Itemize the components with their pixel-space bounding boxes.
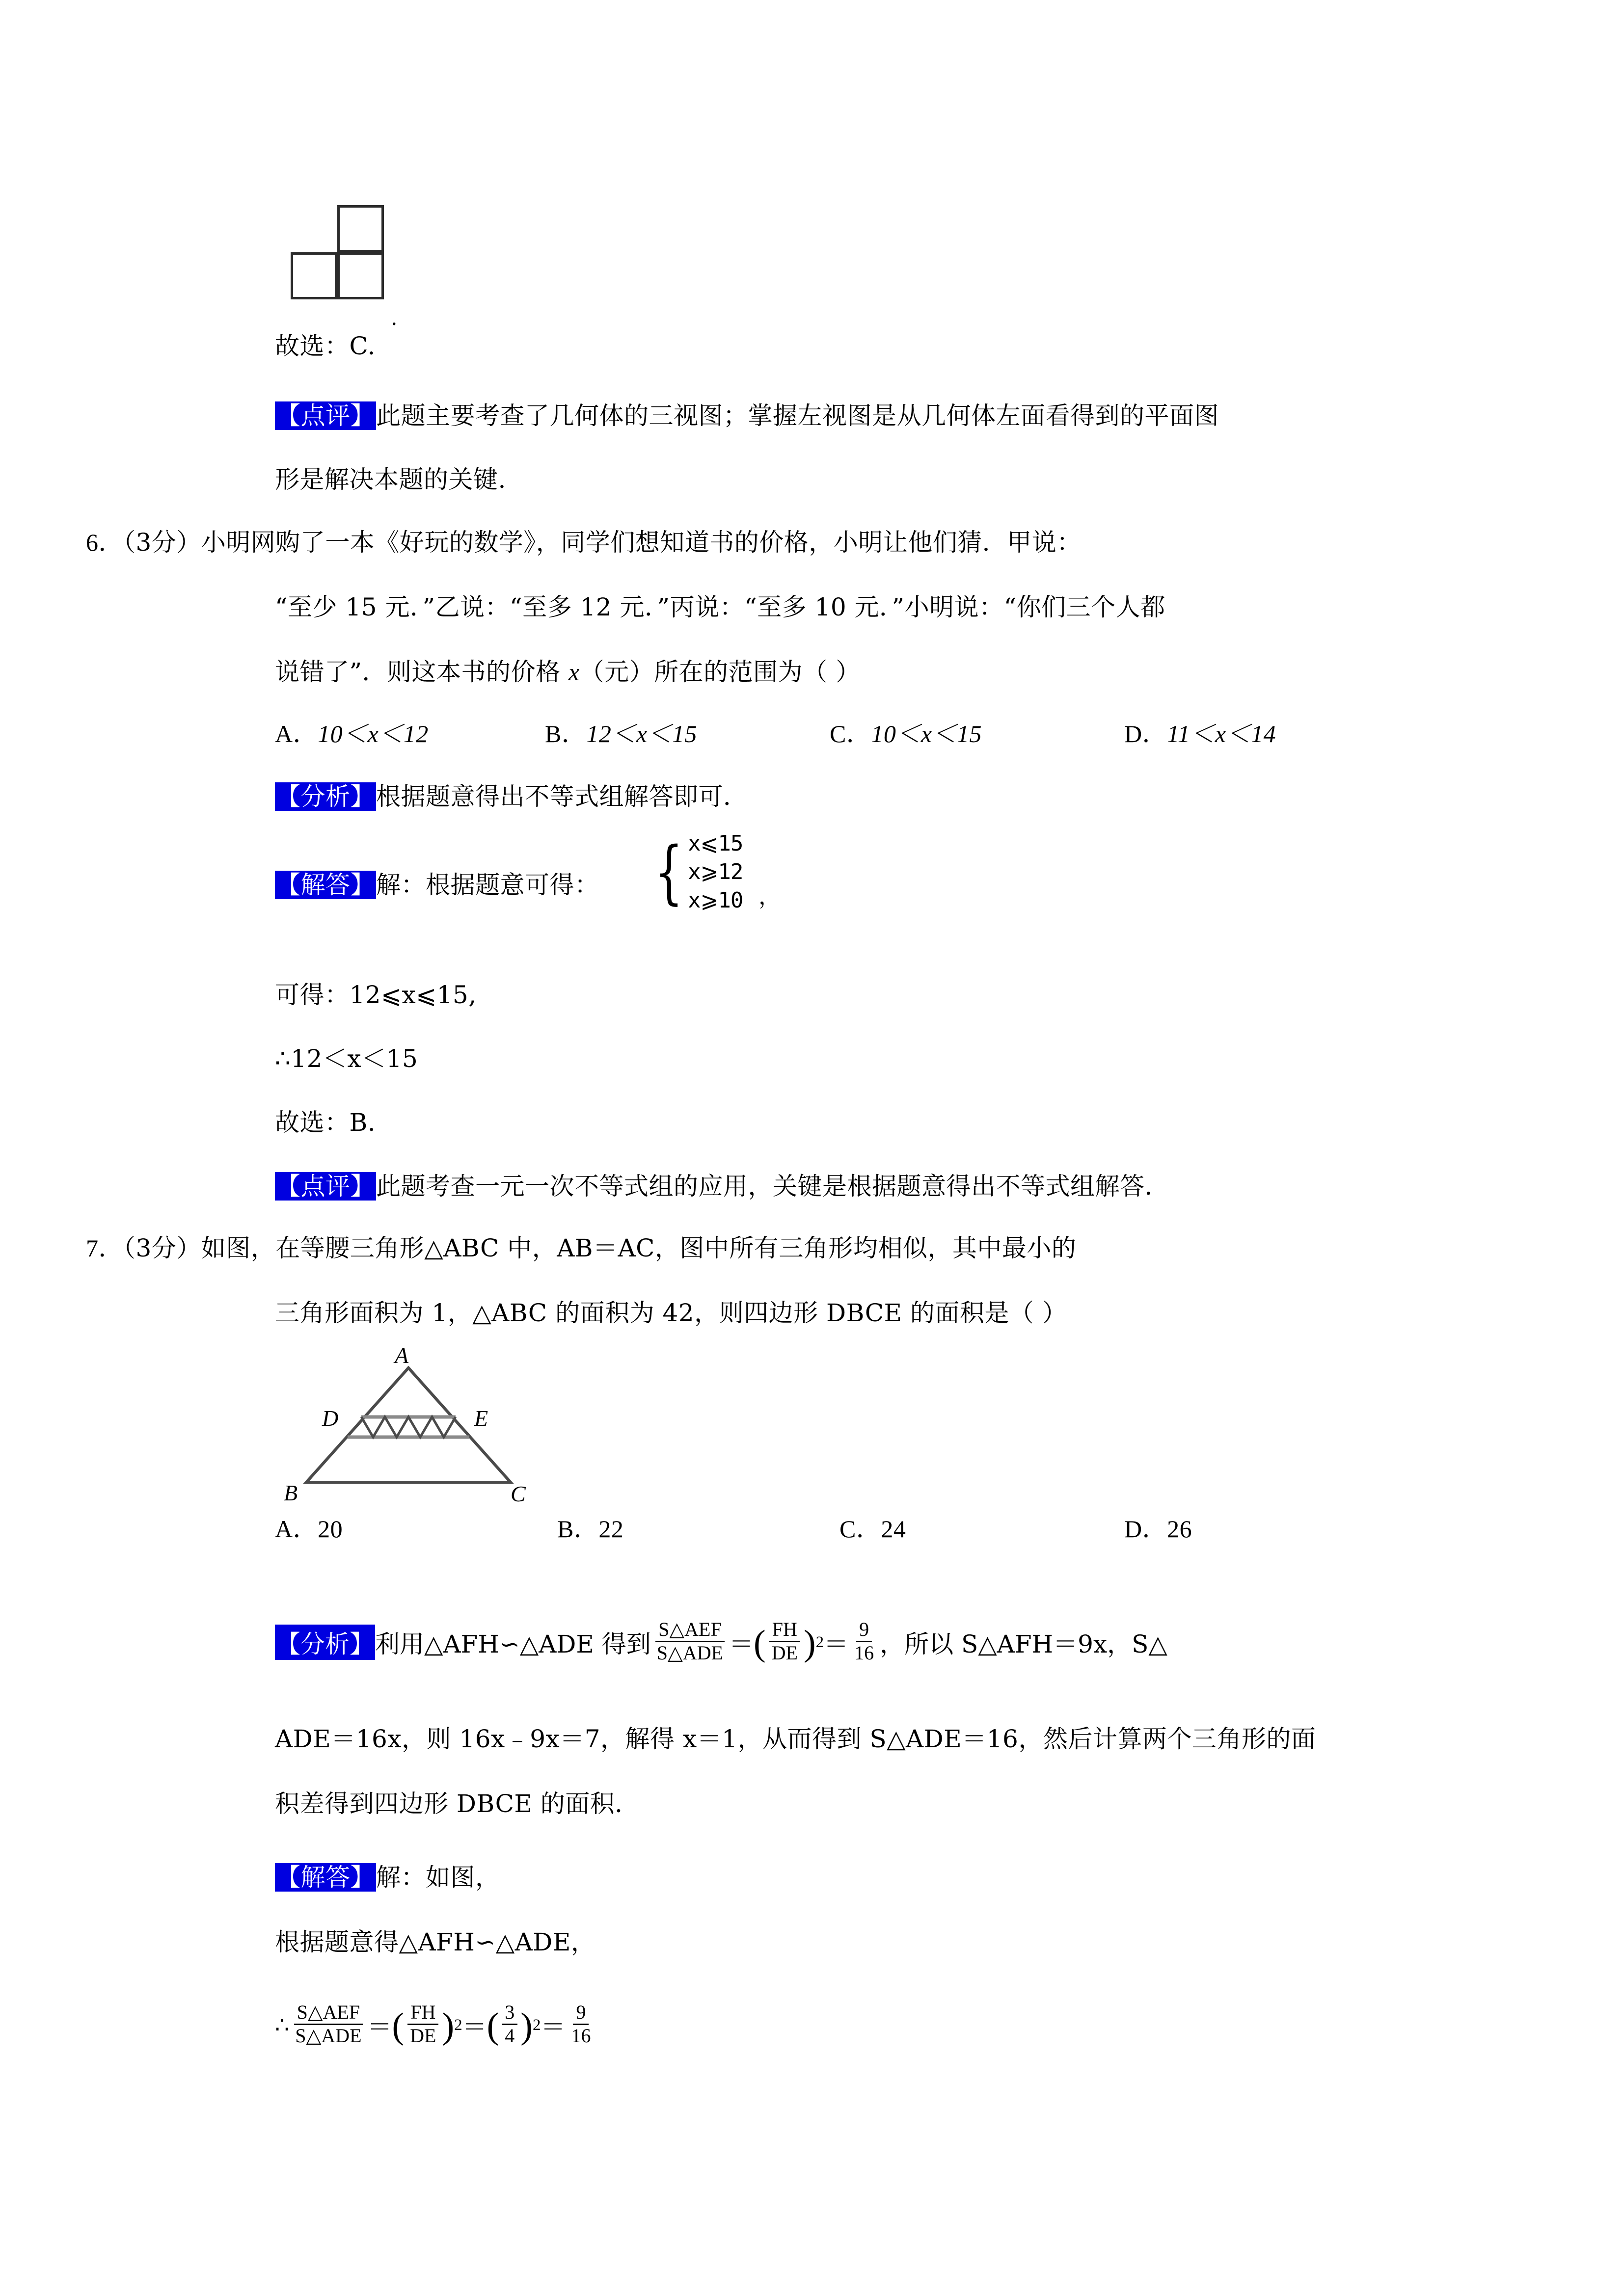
q7-final-equation xyxy=(275,2002,596,2048)
q6-option-a[interactable] xyxy=(275,721,429,746)
q5-comment-line1 xyxy=(275,403,1219,428)
system-row-3: x⩾10 xyxy=(688,888,743,913)
final-open-paren-1: ( xyxy=(392,2006,405,2047)
figure-trailing-period: . xyxy=(391,305,397,330)
q7-option-a-value: 20 xyxy=(318,1515,343,1543)
q6-analysis-text: 根据题意得出不等式组解答即可． xyxy=(376,782,748,811)
figure-square-top-right xyxy=(337,205,384,252)
final-exponent-1: 2 xyxy=(454,2016,462,2034)
analysis-length-ratio-num: FH xyxy=(769,1619,800,1642)
q7-option-b-label: B． xyxy=(557,1515,599,1543)
q6-result-line2: ∴12＜x＜15 xyxy=(275,1044,418,1073)
q6-analysis-line xyxy=(275,784,748,809)
analysis-open-paren: ( xyxy=(754,1623,766,1664)
three-view-figure xyxy=(291,205,384,299)
analysis-area-ratio-den: S△ADE xyxy=(656,1641,724,1664)
final-numeric-ratio-den: 4 xyxy=(505,2024,515,2047)
q7-option-a-label: A． xyxy=(275,1515,318,1543)
q6-option-d-label: D． xyxy=(1124,720,1167,748)
analysis-area-ratio-fraction xyxy=(654,1619,726,1664)
q6-stem-line3 xyxy=(275,660,861,684)
q7-option-d-value: 26 xyxy=(1167,1515,1192,1543)
q7-solution-line2: 根据题意得△AFH∽△ADE， xyxy=(275,1928,596,1956)
q7-option-d-label: D． xyxy=(1124,1515,1167,1543)
comment-tag: 【点评】 xyxy=(276,1172,375,1201)
q7-stem-line1: 7．（3分）如图，在等腰三角形△ABC 中，AB＝AC，图中所有三角形均相似，其中最小的 xyxy=(86,1234,1077,1262)
q7-number: 7 xyxy=(86,1234,99,1262)
triangle-figure xyxy=(275,1342,550,1519)
q6-option-b-value: 12＜x＜15 xyxy=(586,720,698,748)
triangle-label-c: C xyxy=(511,1481,526,1506)
system-row-2: x⩾12 xyxy=(688,859,743,885)
q7-option-d[interactable] xyxy=(1124,1517,1192,1541)
system-row-1: x⩽15 xyxy=(688,831,743,856)
analysis-equals-2: ＝ xyxy=(824,1630,849,1658)
q7-option-c-value: 24 xyxy=(881,1515,906,1543)
q6-solution-lead: 解：根据题意可得： xyxy=(376,871,599,899)
triangle-label-d: D xyxy=(322,1406,339,1431)
q6-points: （3分） xyxy=(123,528,201,557)
q7-analysis-line2: ADE＝16x，则 16x﹣9x＝7，解得 x＝1，从而得到 S△ADE＝16，然后计算两个三角形的面 xyxy=(275,1725,1316,1753)
solution-tag: 【解答】 xyxy=(276,1863,375,1892)
comment-tag: 【点评】 xyxy=(276,401,375,430)
q7-option-c-label: C． xyxy=(839,1515,881,1543)
final-value-fraction xyxy=(568,2002,594,2047)
q6-option-d-value: 11＜x＜14 xyxy=(1167,720,1276,748)
q6-option-b-label: B． xyxy=(545,720,587,748)
q6-stem-line1: 6．（3分）小明网购了一本《好玩的数学》，同学们想知道书的价格，小明让他们猜．甲说： xyxy=(86,528,1082,557)
q7-option-c[interactable] xyxy=(839,1517,906,1541)
q6-stem-line2: “至少 15 元．”乙说：“至多 12 元．”丙说：“至多 10 元．”小明说：“你们三个人都 xyxy=(275,593,1165,621)
figure-square-bottom-right xyxy=(337,252,384,299)
q7-analysis-pre: 利用△AFH∽△ADE 得到 xyxy=(375,1630,651,1659)
q7-analysis-line3: 积差得到四边形 DBCE 的面积． xyxy=(275,1789,640,1818)
zigzag-small-triangles xyxy=(361,1417,456,1437)
q6-option-b[interactable] xyxy=(545,721,697,746)
q5-comment-text1: 此题主要考查了几何体的三视图；掌握左视图是从几何体左面看得到的平面图 xyxy=(376,401,1219,430)
q6-stem-text3-post: （元）所在的范围为（ ） xyxy=(579,658,861,686)
triangle-svg xyxy=(275,1342,550,1499)
q7-analysis-post: ，所以 S△AFH＝9x，S△ xyxy=(880,1630,1167,1659)
analysis-length-ratio-den: DE xyxy=(771,1641,798,1664)
q6-inequality-system xyxy=(647,829,743,915)
final-length-ratio-num: FH xyxy=(407,2002,438,2025)
q7-option-a[interactable] xyxy=(275,1517,343,1541)
q6-option-d[interactable] xyxy=(1124,721,1276,746)
triangle-label-a: A xyxy=(395,1343,409,1368)
system-trailing-comma: ， xyxy=(758,883,781,909)
q6-stem-text1: 小明网购了一本《好玩的数学》，同学们想知道书的价格，小明让他们猜．甲说： xyxy=(201,528,1082,557)
q6-result-line1: 可得：12⩽x⩽15, xyxy=(275,981,477,1009)
system-brace: { xyxy=(654,832,683,912)
final-close-paren-1: ) xyxy=(442,2006,455,2047)
q7-option-b-value: 22 xyxy=(598,1515,624,1543)
final-value-den: 16 xyxy=(571,2024,591,2047)
final-area-ratio-fraction xyxy=(292,2002,364,2047)
figure-square-bottom-left xyxy=(291,252,337,299)
q7-stem-line2: 三角形面积为 1，△ABC 的面积为 42，则四边形 DBCE 的面积是（ ） xyxy=(275,1299,1067,1327)
analysis-tag: 【分析】 xyxy=(276,782,375,811)
q6-answer-line: 故选：B. xyxy=(275,1108,376,1137)
final-exponent-2: 2 xyxy=(532,2016,541,2034)
analysis-equals-1: ＝ xyxy=(729,1630,754,1658)
final-numeric-ratio-fraction xyxy=(502,2002,517,2047)
final-area-ratio-den: S△ADE xyxy=(295,2024,362,2047)
q6-stem-variable: x xyxy=(568,658,580,686)
analysis-value-fraction xyxy=(851,1619,877,1664)
analysis-exponent: 2 xyxy=(815,1633,824,1651)
final-open-paren-2: ( xyxy=(487,2006,499,2047)
final-length-ratio-den: DE xyxy=(410,2024,436,2047)
final-value-num: 9 xyxy=(573,2002,589,2025)
q7-solution-lead: 解：如图， xyxy=(376,1863,500,1892)
final-close-paren-2: ) xyxy=(520,2006,533,2047)
q7-solution-line1 xyxy=(275,1865,500,1890)
analysis-close-paren: ) xyxy=(804,1623,816,1664)
q6-number: 6 xyxy=(86,529,99,556)
analysis-value-den: 16 xyxy=(854,1641,874,1664)
q6-option-a-value: 10＜x＜12 xyxy=(318,720,429,748)
q7-analysis-line1 xyxy=(275,1620,1167,1665)
q7-stem-text1: 如图，在等腰三角形△ABC 中，AB＝AC，图中所有三角形均相似，其中最小的 xyxy=(201,1234,1077,1262)
q6-option-a-label: A． xyxy=(275,720,318,748)
q6-stem-text3-pre: 说错了”．则这本书的价格 xyxy=(275,658,568,686)
q7-points: （3分） xyxy=(123,1234,201,1262)
q6-option-c[interactable] xyxy=(830,721,982,746)
q6-option-c-value: 10＜x＜15 xyxy=(871,720,982,748)
final-area-ratio-num: S△AEF xyxy=(294,2002,363,2025)
q5-comment-line2: 形是解决本题的关键. xyxy=(275,465,506,494)
triangle-label-b: B xyxy=(284,1480,298,1505)
q6-comment-line xyxy=(275,1174,1169,1199)
final-equals-3: ＝ xyxy=(541,2013,566,2041)
analysis-area-ratio-num: S△AEF xyxy=(655,1619,725,1642)
analysis-tag: 【分析】 xyxy=(275,1625,375,1660)
final-numeric-ratio-num: 3 xyxy=(502,2002,517,2025)
q5-answer-line: 故选：C. xyxy=(275,332,376,360)
triangle-label-e: E xyxy=(474,1406,488,1431)
q7-option-b[interactable] xyxy=(557,1517,623,1541)
q6-comment-text: 此题考查一元一次不等式组的应用，关键是根据题意得出不等式组解答． xyxy=(376,1172,1169,1201)
final-equals-2: ＝ xyxy=(462,2013,487,2041)
solution-tag: 【解答】 xyxy=(276,871,375,899)
final-length-ratio-fraction xyxy=(407,2002,439,2047)
q6-option-c-label: C． xyxy=(830,720,871,748)
final-therefore-symbol: ∴ xyxy=(275,2012,290,2039)
analysis-value-num: 9 xyxy=(856,1619,872,1642)
final-equals-1: ＝ xyxy=(367,2013,392,2041)
q6-solution-line xyxy=(275,873,599,897)
analysis-length-ratio-fraction xyxy=(769,1619,801,1664)
